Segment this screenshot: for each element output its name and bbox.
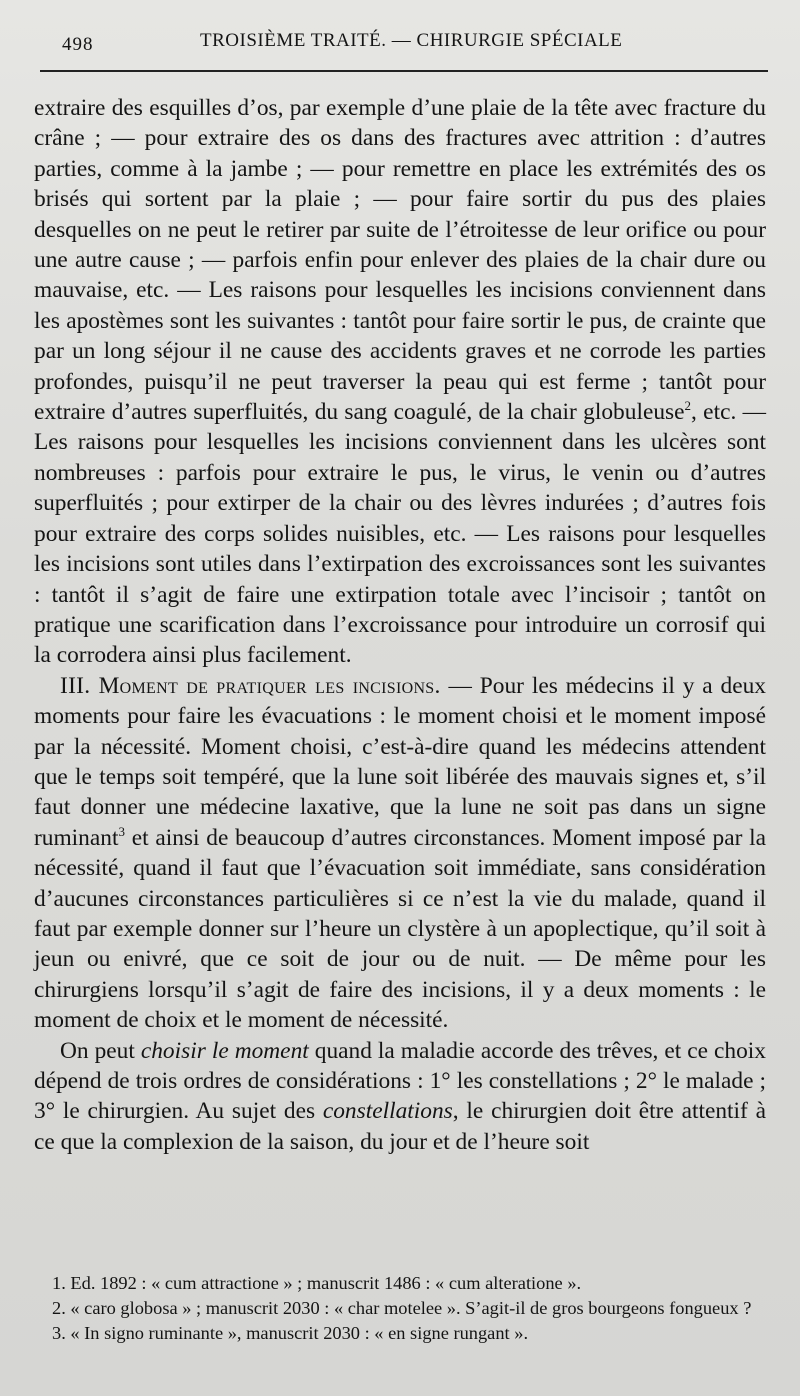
paragraph-text: quand la maladie accorde des trêves, et ce choix dépend de trois ordres de considérations : 1° les constellations ; 2° le malade ; 3° le chirurgien. Au sujet des <box>34 1037 766 1125</box>
paragraph-text: , le chirurgien doit être attentif à ce que la complexion de la saison, du jour et de l’heure soit <box>34 1098 766 1155</box>
footnote-3: 3. « In signo ruminante », manuscrit 2030 : « en signe rungant ». <box>52 1323 529 1343</box>
footnotes <box>34 1271 766 1346</box>
emphasis-text: choisir le moment <box>140 1037 309 1064</box>
running-title: TROISIÈME TRAITÉ. — CHIRURGIE SPÉCIALE <box>200 30 623 51</box>
page-header <box>40 24 768 72</box>
paragraph-moment-section <box>34 671 766 1036</box>
paragraph-choose-moment <box>34 1036 766 1158</box>
paragraph-text: et ainsi de beaucoup d’autres circonstances. Moment imposé par la nécessité, quand il faut que l’évacuation soit immédiate, sans considération d’aucunes circonstances particulières si ce n’est la vie du malade, quand il faut par exemple donner sur l’heure un clystère à un apoplectique, qu’il soit à jeun ou enivré, que ce soit de jour ou de nuit. — De même pour les chirurgiens lorsqu’il s’agit de faire des incisions, il y a deux moments : le moment de choix et le moment de nécessité. <box>34 824 766 1034</box>
page-number: 498 <box>62 34 94 55</box>
paragraph-incision-reasons <box>34 93 766 671</box>
paragraph-text: — Pour les médecins il y a deux moments pour faire les évacuations : le moment choisi et le moment imposé par la nécessité. Moment choisi, c’est-à-dire quand les médecins attendent que le temps soit tempéré, que la lune soit libérée des mauvais signes et, s’il faut donner une médecine laxative, que la lune ne soit pas dans un signe ruminant <box>34 672 766 851</box>
paragraph-text: extraire des esquilles d’os, par exemple d’une plaie de la tête avec fracture du crâne ; — pour extraire des os dans des fractures avec attrition : d’autres parties, comme à la jambe ; — pour remettre en place les extrémités des os brisés qui sortent par la plaie ; — pour faire sortir du pus des plaies desquelles on ne peut le retirer par suite de l’étroitesse de leur orifice ou pour une autre cause ; — parfois enfin pour enlever des plaies de la chair dure ou mauvaise, etc. — Les raisons pour lesquelles les incisions conviennent dans les apostèmes sont les suivantes : tantôt pour faire sortir le pus, de crainte que par un long séjour il ne cause des accidents graves et ne corrode les parties profondes, puisqu’il ne peut traverser la peau qui est ferme ; tantôt pour extraire d’autres superfluités, du sang coagulé, de la chair globuleuse <box>34 95 766 426</box>
footnote-ref-3: 3 <box>118 823 125 839</box>
paragraph-text: , etc. — Les raisons pour lesquelles les incisions conviennent dans les ulcères sont nombreuses : parfois pour extraire le pus, le virus, le venin ou d’autres superfluités ; pour extirper de la chair ou des lèvres indurées ; d’autres fois pour extraire des corps solides nuisibles, etc. — Les raisons pour lesquelles les incisions sont utiles dans l’extirpation des excroissances sont les suivantes : tantôt il s’agit de faire une extirpation totale avec l’incisoir ; tantôt on pratique une scarification dans l’excroissance pour introduire un corrosif qui la corrodera ainsi plus facilement. <box>34 399 767 669</box>
paragraph-text: On peut <box>60 1037 141 1064</box>
section-heading: III. Moment de pratiquer les incisions. <box>60 672 441 699</box>
main-text <box>34 93 766 1157</box>
footnote-2: 2. « caro globosa » ; manuscrit 2030 : « char motelee ». S’agit-il de gros bourgeons fongueux ? <box>52 1298 752 1318</box>
footnote-ref-2: 2 <box>684 398 692 414</box>
emphasis-text: constellations <box>322 1098 453 1125</box>
footnote-1: 1. Ed. 1892 : « cum attractione » ; manuscrit 1486 : « cum alteratione ». <box>52 1273 582 1293</box>
